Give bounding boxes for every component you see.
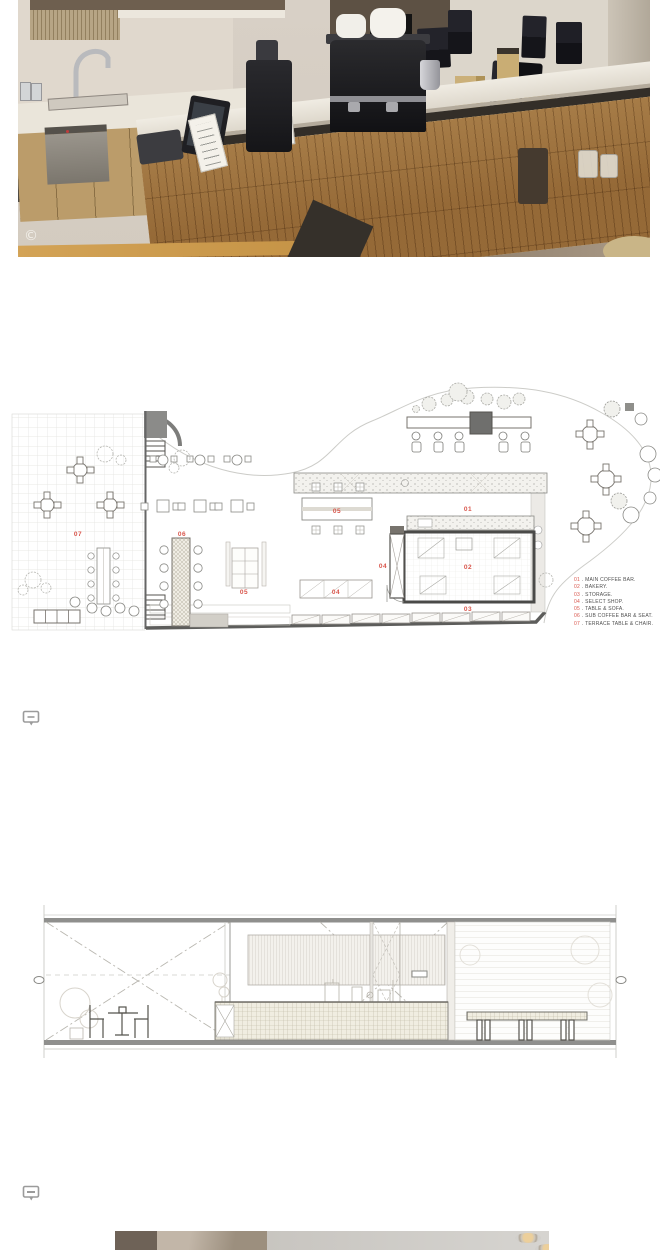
legend-num: 05 [574, 606, 580, 613]
comment-button[interactable] [22, 1185, 42, 1202]
plan-label-sub-coffee-bar: 06 [177, 531, 187, 538]
legend-num: 03 [574, 591, 580, 598]
plan-label-select-shop: 04 [378, 563, 388, 570]
legend-item [574, 599, 656, 606]
legend-text: . SUB COFFEE BAR & SEAT. [582, 613, 653, 620]
plan-label-table-sofa-b: 05 [239, 589, 249, 596]
plan-label-bakery: 02 [463, 564, 473, 571]
glass-jar [578, 150, 598, 178]
coffee-grinder-body [246, 60, 292, 152]
dishwasher-led [66, 130, 69, 133]
plan-label-select-shop-b: 04 [331, 589, 341, 596]
plan-legend [574, 577, 656, 628]
plan-label-storage: 03 [463, 606, 473, 613]
syrup-bottles [518, 148, 548, 204]
plan-label-terrace: 07 [73, 531, 83, 538]
glass-jar [600, 154, 618, 178]
legend-num: 04 [574, 598, 580, 605]
legend-item [574, 621, 656, 628]
ceiling-dark-recess [115, 1231, 157, 1250]
legend-item [574, 577, 656, 584]
legend-num: 06 [574, 613, 580, 620]
plan-label-table-sofa: 05 [332, 508, 342, 515]
legend-num: 01 [574, 577, 580, 583]
glassware [20, 82, 31, 101]
glassware [31, 83, 42, 101]
plan-label-main-coffee-bar: 01 [463, 506, 473, 513]
dishwasher [45, 124, 110, 184]
legend-num: 02 [574, 584, 580, 591]
legend-text: . TABLE & SOFA. [582, 606, 624, 613]
legend-num: 07 [574, 620, 580, 627]
recessed-light [515, 1233, 541, 1243]
legend-item [574, 606, 656, 613]
hero-photo[interactable] [18, 0, 650, 257]
cup-stack [336, 14, 366, 38]
espresso-machine [330, 40, 426, 132]
chair [521, 16, 546, 59]
legend-item [574, 613, 656, 620]
legend-text: . MAIN COFFEE BAR. [582, 577, 636, 583]
chair [448, 10, 472, 54]
legend-text: . SELECT SHOP. [582, 598, 624, 605]
payment-terminal [136, 129, 184, 165]
legend-item [574, 584, 656, 591]
recessed-light [535, 1244, 549, 1250]
milk-pitcher [420, 60, 440, 90]
legend-text: . BAKERY. [582, 584, 608, 591]
comment-bubble-icon [22, 1185, 42, 1202]
wall-strip [118, 10, 285, 18]
legend-item [574, 592, 656, 599]
legend-text: . TERRACE TABLE & CHAIR. [582, 620, 654, 627]
comment-bubble-icon [22, 710, 42, 727]
ceiling-plane-light [267, 1231, 549, 1250]
cup-stack [370, 8, 406, 38]
copyright-symbol: © [24, 228, 38, 244]
legend-text: . STORAGE. [582, 591, 613, 598]
chair [556, 22, 582, 64]
ceiling-plane [157, 1231, 267, 1250]
section-drawing [0, 895, 660, 1065]
ceiling-photo[interactable] [115, 1231, 549, 1250]
comment-button[interactable] [22, 710, 42, 727]
floor-plan-drawing [0, 380, 660, 642]
